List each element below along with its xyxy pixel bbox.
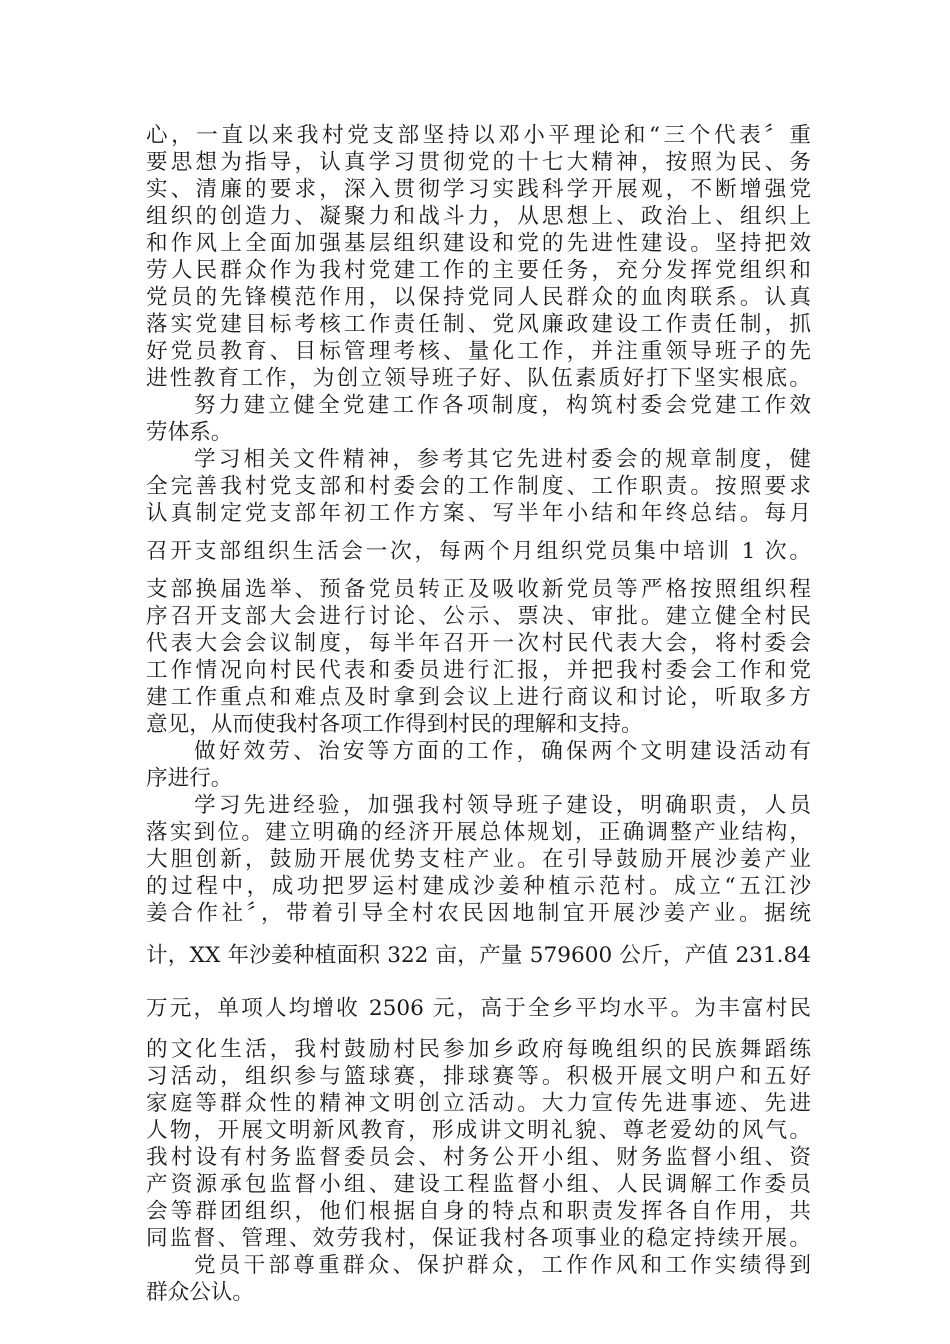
paragraph-first-line: 做好效劳、治安等方面的工作，确保两个文明建设活动有 (194, 739, 811, 764)
text-line: 劳人民群众作为我村党建工作的主要任务，充分发挥党组织和 (146, 258, 811, 283)
text-line: 万元，单项人均增收 2506 元，高于全乡平均水平。为丰富村民 (146, 996, 811, 1021)
text-line: 认真制定党支部年初工作方案、写半年小结和年终总结。每月 (146, 501, 811, 526)
text-line: 序召开支部大会进行讨论、公示、票决、审批。建立健全村民 (146, 604, 811, 629)
text-line: 和作风上全面加强基层组织建设和党的先进性建设。坚持把效 (146, 231, 811, 256)
text-line: 代表大会会议制度，每半年召开一次村民代表大会，将村委会 (146, 631, 811, 656)
text-line: 实、清廉的要求，深入贯彻学习实践科学开展观，不断增强党 (146, 177, 811, 202)
text-line: 的文化生活，我村鼓励村民参加乡政府每晚组织的民族舞蹈练 (146, 1037, 811, 1062)
text-line: 会等群团组织，他们根据自身的特点和职责发挥各自作用，共 (146, 1199, 811, 1224)
text-line: 人物，开展文明新风教育，形成讲文明礼貌、尊老爱幼的风气。 (146, 1118, 811, 1143)
text-line: 我村设有村务监督委员会、村务公开小组、财务监督小组、资 (146, 1145, 811, 1170)
paragraph-first-line: 努力建立健全党建工作各项制度，构筑村委会党建工作效 (194, 393, 811, 418)
text-line: 家庭等群众性的精神文明创立活动。大力宣传先进事迹、先进 (146, 1091, 811, 1116)
text-line: 全完善我村党支部和村委会的工作制度、工作职责。按照要求 (146, 474, 811, 499)
text-line: 的过程中，成功把罗运村建成沙姜种植示范村。成立“五江沙 (146, 874, 811, 899)
text-line: 召开支部组织生活会一次，每两个月组织党员集中培训 1 次。 (146, 539, 811, 564)
text-line: 序进行。 (146, 766, 233, 791)
text-line: 组织的创造力、凝聚力和战斗力，从思想上、政治上、组织上 (146, 204, 811, 229)
text-line: 落实党建目标考核工作责任制、党风廉政建设工作责任制，抓 (146, 312, 811, 337)
text-line: 工作情况向村民代表和委员进行汇报，并把我村委会工作和党 (146, 658, 811, 683)
text-line: 意见，从而使我村各项工作得到村民的理解和支持。 (146, 712, 643, 737)
text-line: 同监督、管理、效劳我村，保证我村各项事业的稳定持续开展。 (146, 1226, 811, 1251)
text-line: 建工作重点和难点及时拿到会议上进行商议和讨论，听取多方 (146, 685, 811, 710)
text-line: 要思想为指导，认真学习贯彻党的十七大精神，按照为民、务 (146, 150, 811, 175)
text-line: 习活动，组织参与篮球赛，排球赛等。积极开展文明户和五好 (146, 1064, 811, 1089)
text-line: 落实到位。建立明确的经济开展总体规划，正确调整产业结构， (146, 820, 811, 845)
paragraph-first-line: 学习先进经验，加强我村领导班子建设，明确职责，人员 (194, 793, 811, 818)
text-line: 支部换届选举、预备党员转正及吸收新党员等严格按照组织程 (146, 577, 811, 602)
text-line: 进性教育工作，为创立领导班子好、队伍素质好打下坚实根底。 (146, 366, 811, 391)
paragraph-first-line: 学习相关文件精神，参考其它先进村委会的规章制度，健 (194, 447, 811, 472)
text-line: 群众公认。 (146, 1280, 254, 1305)
text-line: 好党员教育、目标管理考核、量化工作，并注重领导班子的先 (146, 339, 811, 364)
text-line: 计，XX 年沙姜种植面积 322 亩，产量 579600 公斤，产值 231.84 (146, 943, 811, 968)
text-line: 产资源承包监督小组、建设工程监督小组、人民调解工作委员 (146, 1172, 811, 1197)
text-line: 党员的先锋模范作用，以保持党同人民群众的血肉联系。认真 (146, 285, 811, 310)
text-line: 心，一直以来我村党支部坚持以邓小平理论和“三个代表〞重 (146, 123, 811, 148)
text-line: 劳体系。 (146, 420, 233, 445)
text-line: 大胆创新，鼓励开展优势支柱产业。在引导鼓励开展沙姜产业 (146, 847, 811, 872)
text-line: 姜合作社〞，带着引导全村农民因地制宜开展沙姜产业。据统 (146, 901, 811, 926)
paragraph-first-line: 党员干部尊重群众、保护群众，工作作风和工作实绩得到 (194, 1253, 811, 1278)
